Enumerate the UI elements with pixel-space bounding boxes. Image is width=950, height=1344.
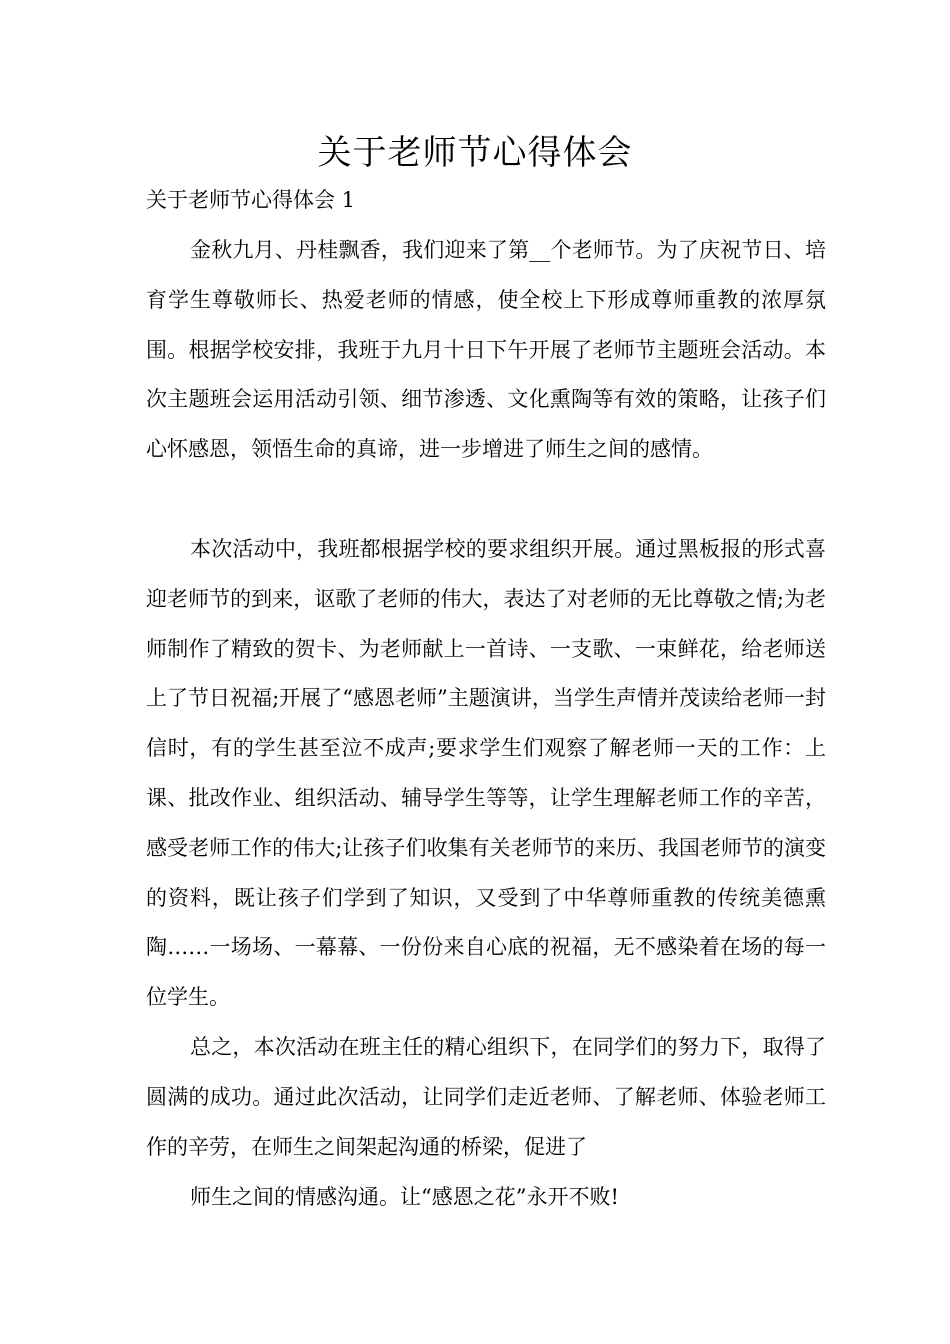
paragraph-intro: 金秋九月、丹桂飘香，我们迎来了第__个老师节。为了庆祝节日、培育学生尊敬师长、热爱老师的情感，使全校上下形成尊师重教的浓厚氛围。根据学校安排，我班于九月十日下午开展了老师节主题班会活动。本次主题班会运用活动引领、细节渗透、文化熏陶等有效的策略，让孩子们心怀感恩，领悟生命的真谛，进一步增进了师生之间的感情。 — [146, 238, 826, 462]
document-title: 关于老师节心得体会 — [317, 133, 633, 173]
paragraph-summary: 总之，本次活动在班主任的精心组织下，在同学们的努力下，取得了圆满的成功。通过此次活动，让同学们走近老师、了解老师、体验老师工作的辛劳，在师生之间架起沟通的桥梁，促进了 — [146, 1035, 826, 1159]
section-heading: 关于老师节心得体会 1 — [146, 188, 356, 212]
paragraph-activities: 本次活动中，我班都根据学校的要求组织开展。通过黑板报的形式喜迎老师节的到来，讴歌了老师的伟大，表达了对老师的无比尊敬之情;为老师制作了精致的贺卡、为老师献上一首诗、一支歌、一束鲜花，给老师送上了节日祝福;开展了“感恩老师”主题演讲，当学生声情并茂读给老师一封信时，有的学生甚至泣不成声;要求学生们观察了解老师一天的工作：上课、批改作业、组织活动、辅导学生等等，让学生理解老师工作的辛苦，感受老师工作的伟大;让孩子们收集有关老师节的来历、我国老师节的演变的资料，既让孩子们学到了知识，又受到了中华尊师重教的传统美德熏陶……一场场、一幕幕、一份份来自心底的祝福，无不感染着在场的每一位学生。 — [146, 537, 826, 1010]
paragraph-closing: 师生之间的情感沟通。让“感恩之花”永开不败! — [190, 1185, 619, 1209]
